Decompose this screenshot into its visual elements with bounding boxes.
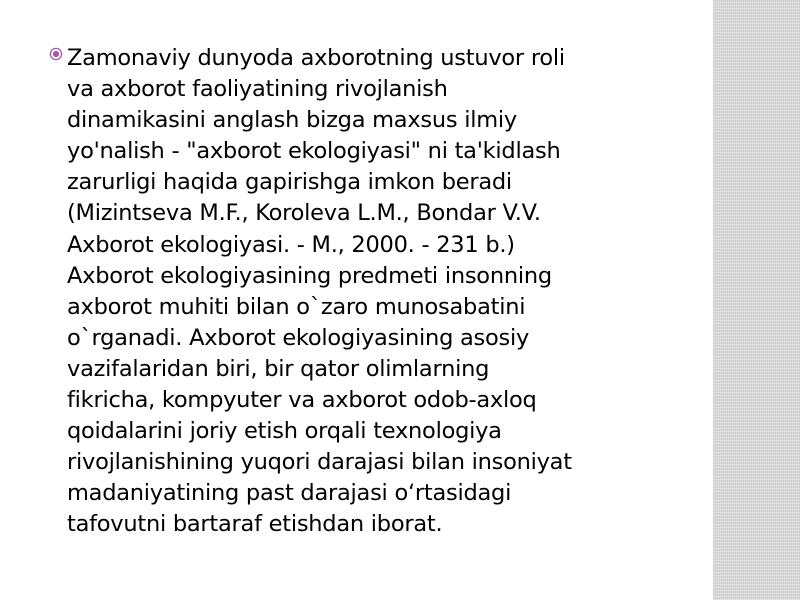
circle-bullet-icon — [49, 47, 63, 61]
side-decorative-panel — [713, 0, 800, 600]
paragraph-text: Zamonaviy dunyoda axborotning ustuvor roli va axborot faoliyatining rivojlanish dinamikasini anglash bizga maxsus ilmiy yo'nalish - "axborot ekologiyasi" ni ta'kidlash zarurligi haqida gapirishga imkon beradi (Mizintseva M.F., Koroleva L.M., Bondar V.V. Axborot ekologiyasi. - M., 2000. - 231 b.) Axborot ekologiyasining predmeti insonning axborot muhiti bilan o`zaro munosabatini o`rganadi. Axborot ekologiyasining asosiy vazifalaridan biri, bir qator olimlarning fikricha, kompyuter va axborot odob-axloq qoidalarini joriy etish orqali texnologiya rivojlanishining yuqori darajasi bilan insoniyat madaniyatining past darajasi o‘rtasidagi tafovutni bartaraf etishdan iborat. — [67, 45, 572, 538]
bullet-item — [49, 43, 674, 541]
